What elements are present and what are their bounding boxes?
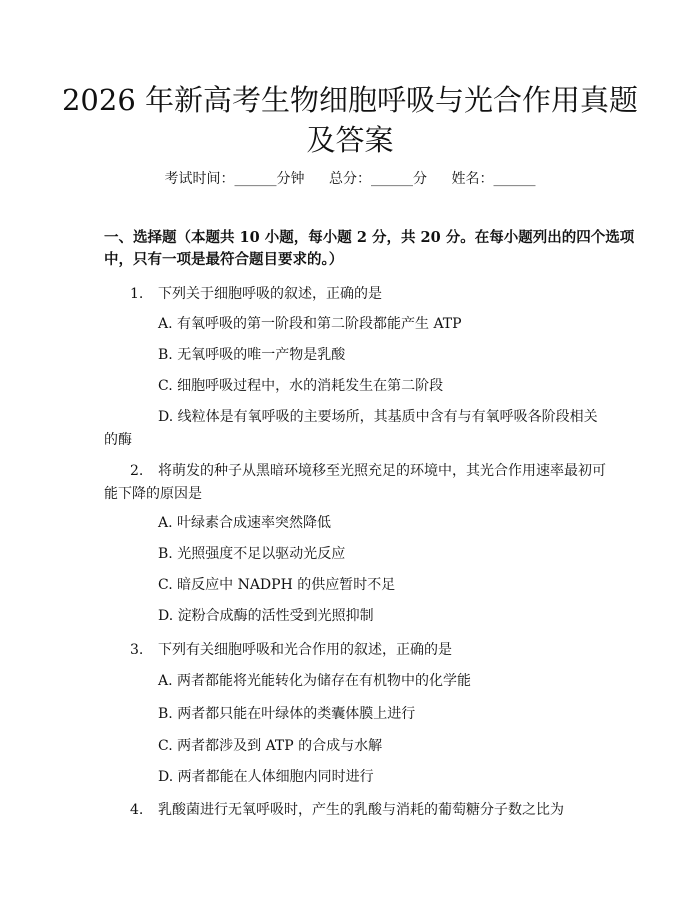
exam-score: 总分：______分 xyxy=(329,171,427,187)
page-title-line-2: 及答案 xyxy=(306,123,394,157)
section-heading-line-2: 中，只有一项是最符合题目要求的。） xyxy=(104,251,344,268)
question-3-stem: 下列有关细胞呼吸和光合作用的叙述，正确的是 xyxy=(158,642,452,658)
question-1-option-d-cont: 的酶 xyxy=(104,432,132,448)
question-3-option-a: A. 两者都能将光能转化为储存在有机物中的化学能 xyxy=(158,673,472,689)
question-2-stem: 将萌发的种子从黑暗环境移至光照充足的环境中，其光合作用速率最初可 xyxy=(158,463,606,479)
question-4-number: 4. xyxy=(130,802,144,818)
section-heading-line-1: 一、选择题（本题共 10 小题，每小题 2 分，共 20 分。在每小题列出的四个选项 xyxy=(104,229,635,246)
question-3-number: 3. xyxy=(130,642,144,658)
question-2-option-a: A. 叶绿素合成速率突然降低 xyxy=(158,515,332,531)
question-3-option-c: C. 两者都涉及到 ATP 的合成与水解 xyxy=(158,738,383,754)
question-3-option-d: D. 两者都能在人体细胞内同时进行 xyxy=(158,769,374,785)
exam-time: 考试时间：______分钟 xyxy=(164,171,305,187)
question-2-stem-cont: 能下降的原因是 xyxy=(104,486,202,502)
page-title-line-1: 2026 年新高考生物细胞呼吸与光合作用真题 xyxy=(61,83,639,117)
question-3-option-b: B. 两者都只能在叶绿体的类囊体膜上进行 xyxy=(158,706,416,722)
exam-name: 姓名：______ xyxy=(451,171,536,187)
question-1-option-c: C. 细胞呼吸过程中，水的消耗发生在第二阶段 xyxy=(158,378,444,394)
question-1-option-b: B. 无氧呼吸的唯一产物是乳酸 xyxy=(158,347,346,363)
question-1-option-d: D. 线粒体是有氧呼吸的主要场所，其基质中含有与有氧呼吸各阶段相关 xyxy=(158,409,598,425)
exam-meta xyxy=(0,168,700,188)
question-2-number: 2. xyxy=(130,463,144,479)
question-2-option-c: C. 暗反应中 NADPH 的供应暂时不足 xyxy=(158,577,396,593)
question-1-option-a: A. 有氧呼吸的第一阶段和第二阶段都能产生 ATP xyxy=(158,316,462,332)
question-1-number: 1. xyxy=(130,286,144,302)
question-2-option-b: B. 光照强度不足以驱动光反应 xyxy=(158,546,346,562)
question-4-stem: 乳酸菌进行无氧呼吸时，产生的乳酸与消耗的葡萄糖分子数之比为 xyxy=(158,802,564,818)
question-1-stem: 下列关于细胞呼吸的叙述，正确的是 xyxy=(158,286,382,302)
question-2-option-d: D. 淀粉合成酶的活性受到光照抑制 xyxy=(158,608,374,624)
